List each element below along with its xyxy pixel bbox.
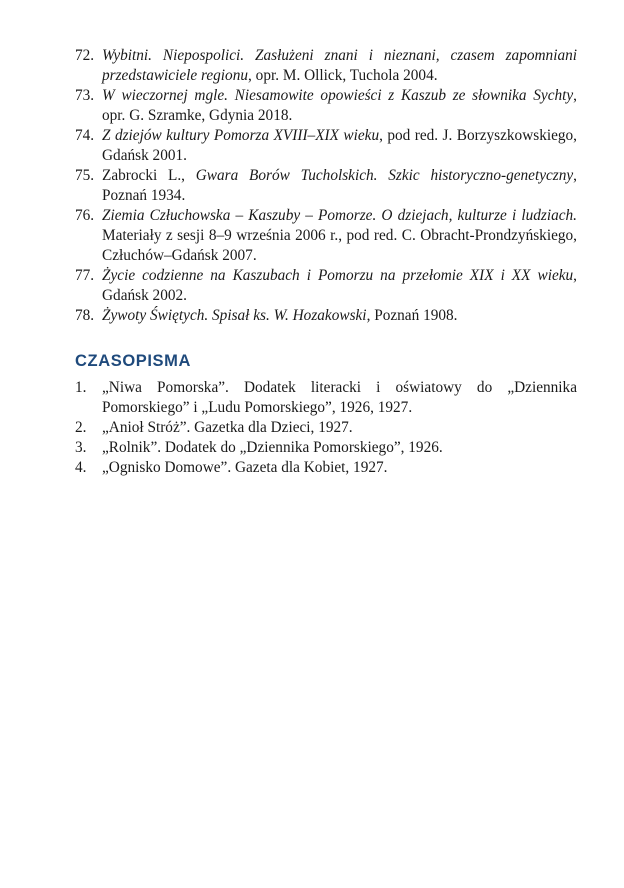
bibliography-entry	[75, 126, 577, 166]
entry-details: , opr. G. Szramke, Gdynia 2018.	[102, 87, 577, 124]
bibliography-entry	[75, 86, 577, 126]
bibliography-entry	[75, 206, 577, 266]
journal-text: „Niwa Pomorska”. Dodatek literacki i oświatowy do „Dziennika Pomorskiego” i „Ludu Pomorskiego”, 1926, 1927.	[102, 379, 577, 416]
entry-number: 77.	[75, 267, 95, 284]
entry-details: , opr. M. Ollick, Tuchola 2004.	[248, 67, 438, 84]
bibliography-entry	[75, 266, 577, 306]
bibliography-list	[75, 46, 577, 326]
document-page	[75, 46, 577, 478]
journal-entry	[75, 418, 577, 438]
section-heading-czasopisma: CZASOPISMA	[75, 352, 192, 370]
entry-title: Wybitni. Niepospolici. Zasłużeni znani i nieznani, czasem zapomniani przedstawiciele regionu	[102, 47, 577, 84]
entry-title: Żywoty Świętych. Spisał ks. W. Hozakowski	[102, 307, 367, 324]
journal-text: „Rolnik”. Dodatek do „Dziennika Pomorskiego”, 1926.	[102, 439, 443, 456]
entry-details: , Poznań 1934.	[102, 167, 577, 204]
entry-number: 74.	[75, 127, 95, 144]
entry-author: Zabrocki L.,	[102, 167, 196, 184]
bibliography-entry	[75, 166, 577, 206]
entry-number: 2.	[75, 419, 87, 436]
entry-number: 75.	[75, 167, 95, 184]
bibliography-entry	[75, 306, 577, 326]
entry-details: Materiały z sesji 8–9 września 2006 r., pod red. C. Obracht-Prondzyńskiego, Człuchów–Gdańsk 2007.	[102, 227, 577, 264]
entry-details: , Gdańsk 2002.	[102, 267, 577, 304]
journal-text: „Anioł Stróż”. Gazetka dla Dzieci, 1927.	[102, 419, 353, 436]
bibliography-entry	[75, 46, 577, 86]
entry-number: 78.	[75, 307, 95, 324]
entry-details: , pod red. J. Borzyszkowskiego, Gdańsk 2001.	[102, 127, 577, 164]
entry-number: 1.	[75, 379, 87, 396]
journal-entry	[75, 438, 577, 458]
journals-list	[75, 378, 577, 478]
entry-details: , Poznań 1908.	[366, 307, 458, 324]
entry-title: Z dziejów kultury Pomorza XVIII–XIX wieku	[102, 127, 380, 144]
entry-title: Życie codzienne na Kaszubach i Pomorzu na przełomie XIX i XX wieku	[102, 267, 574, 284]
entry-number: 72.	[75, 47, 95, 64]
entry-number: 3.	[75, 439, 87, 456]
entry-title: W wieczornej mgle. Niesamowite opowieści z Kaszub ze słownika Sychty	[102, 87, 574, 104]
journal-entry	[75, 378, 577, 418]
entry-number: 4.	[75, 459, 87, 476]
entry-title: Ziemia Człuchowska – Kaszuby – Pomorze. O dziejach, kulturze i ludziach.	[102, 207, 577, 224]
entry-number: 73.	[75, 87, 95, 104]
journal-text: „Ognisko Domowe”. Gazeta dla Kobiet, 1927.	[102, 459, 388, 476]
entry-title: Gwara Borów Tucholskich. Szkic historyczno-genetyczny	[195, 167, 574, 184]
journal-entry	[75, 458, 577, 478]
entry-number: 76.	[75, 207, 95, 224]
